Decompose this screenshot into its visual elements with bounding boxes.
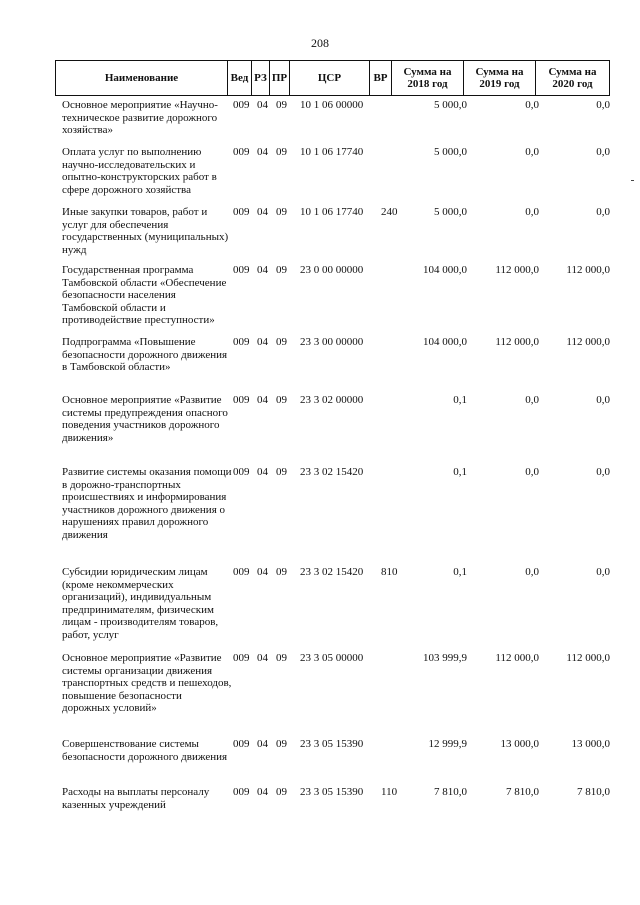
row-pr: 09	[276, 786, 287, 798]
row-ved: 009	[233, 738, 250, 750]
row-sum-2019: 0,0	[525, 99, 539, 111]
row-name: Совершенствование системы безопасности дорожного движения	[62, 738, 228, 763]
row-pr: 09	[276, 466, 287, 478]
row-rz: 04	[257, 336, 268, 348]
row-name: Оплата услуг по выполнению научно-исследовательских и опытно-конструкторских работ в сфере дорожного хозяйства	[62, 146, 217, 196]
row-name: Основное мероприятие «Развитие системы организации движения транспортных средств и пешеходов, повышение безопасности дорожных условий»	[62, 652, 232, 714]
row-sum-2020: 0,0	[596, 99, 610, 111]
row-sum-2020: 0,0	[596, 206, 610, 218]
row-sum-2019: 112 000,0	[495, 264, 539, 276]
row-pr: 09	[276, 264, 287, 276]
row-csr: 23 3 05 15390	[300, 738, 364, 750]
row-pr: 09	[276, 566, 287, 578]
row-name: Расходы на выплаты персоналу казенных учреждений	[62, 786, 210, 811]
row-sum-2018: 104 000,0	[423, 264, 467, 276]
row-sum-2020: 7 810,0	[577, 786, 610, 798]
row-sum-2018: 0,1	[453, 566, 467, 578]
row-ved: 009	[233, 206, 250, 218]
row-pr: 09	[276, 336, 287, 348]
row-ved: 009	[233, 99, 250, 111]
header-sum-2020: Сумма на 2020 год	[536, 61, 610, 96]
row-sum-2020: 112 000,0	[566, 336, 610, 348]
row-name: Развитие системы оказания помощи в дорожно-транспортных происшествиях и информирования участников дорожного движения о нарушениях правил дорожного движения	[62, 466, 232, 541]
row-sum-2018: 5 000,0	[434, 99, 467, 111]
header-pr: ПР	[270, 61, 290, 96]
row-ved: 009	[233, 394, 250, 406]
row-rz: 04	[257, 786, 268, 798]
row-sum-2019: 0,0	[525, 466, 539, 478]
header-sum-2018: Сумма на 2018 год	[392, 61, 464, 96]
header-vr: ВР	[370, 61, 392, 96]
row-ved: 009	[233, 652, 250, 664]
row-sum-2020: 112 000,0	[566, 652, 610, 664]
row-rz: 04	[257, 146, 268, 158]
row-sum-2018: 0,1	[453, 466, 467, 478]
row-sum-2018: 5 000,0	[434, 146, 467, 158]
row-name: Субсидии юридическим лицам (кроме некоммерческих организаций), индивидуальным предпринимателям, физическим лицам - производителям товаров, работ, услуг	[62, 566, 219, 641]
row-rz: 04	[257, 466, 268, 478]
row-sum-2019: 0,0	[525, 394, 539, 406]
row-sum-2018: 7 810,0	[434, 786, 467, 798]
row-csr: 23 3 02 15420	[300, 466, 364, 478]
row-sum-2019: 13 000,0	[500, 738, 539, 750]
row-rz: 04	[257, 738, 268, 750]
row-pr: 09	[276, 146, 287, 158]
row-sum-2018: 5 000,0	[434, 206, 467, 218]
row-csr: 10 1 06 17740	[300, 146, 364, 158]
row-sum-2018: 103 999,9	[423, 652, 467, 664]
row-pr: 09	[276, 206, 287, 218]
row-rz: 04	[257, 394, 268, 406]
row-csr: 10 1 06 17740	[300, 206, 364, 218]
row-pr: 09	[276, 652, 287, 664]
row-rz: 04	[257, 566, 268, 578]
row-ved: 009	[233, 264, 250, 276]
row-sum-2020: 112 000,0	[566, 264, 610, 276]
row-sum-2019: 112 000,0	[495, 336, 539, 348]
row-pr: 09	[276, 394, 287, 406]
row-vr: 810	[381, 566, 398, 578]
row-ved: 009	[233, 786, 250, 798]
row-csr: 23 3 00 00000	[300, 336, 364, 348]
row-name: Основное мероприятие «Развитие системы предупреждения опасного поведения участников дорожного движения»	[62, 394, 228, 444]
row-ved: 009	[233, 146, 250, 158]
row-vr: 240	[381, 206, 398, 218]
row-name: Государственная программа Тамбовской области «Обеспечение безопасности населения Тамбовской области и противодействие преступности»	[62, 264, 227, 326]
row-csr: 23 3 05 15390	[300, 786, 364, 798]
row-ved: 009	[233, 566, 250, 578]
row-rz: 04	[257, 206, 268, 218]
row-sum-2020: 0,0	[596, 466, 610, 478]
row-name: Основное мероприятие «Научно-техническое развитие дорожного хозяйства»	[62, 99, 218, 136]
row-sum-2019: 0,0	[525, 206, 539, 218]
page-number: 208	[311, 36, 329, 50]
row-sum-2020: 13 000,0	[571, 738, 610, 750]
row-csr: 23 3 02 15420	[300, 566, 364, 578]
header-ved: Вед	[228, 61, 252, 96]
row-rz: 04	[257, 652, 268, 664]
header-sum-2019: Сумма на 2019 год	[464, 61, 536, 96]
row-rz: 04	[257, 99, 268, 111]
row-pr: 09	[276, 99, 287, 111]
row-sum-2019: 0,0	[525, 566, 539, 578]
row-ved: 009	[233, 466, 250, 478]
row-csr: 23 0 00 00000	[300, 264, 364, 276]
row-sum-2020: 0,0	[596, 146, 610, 158]
row-name: Иные закупки товаров, работ и услуг для обеспечения государственных (муниципальных) нужд	[62, 206, 229, 256]
row-csr: 23 3 05 00000	[300, 652, 364, 664]
table-header	[55, 60, 610, 96]
row-ved: 009	[233, 336, 250, 348]
row-sum-2019: 7 810,0	[506, 786, 539, 798]
header-name: Наименование	[56, 61, 228, 96]
scan-mark	[631, 180, 634, 181]
header-csr: ЦСР	[290, 61, 370, 96]
row-vr: 110	[381, 786, 398, 798]
row-sum-2020: 0,0	[596, 566, 610, 578]
row-sum-2018: 0,1	[453, 394, 467, 406]
row-sum-2018: 104 000,0	[423, 336, 467, 348]
row-sum-2020: 0,0	[596, 394, 610, 406]
row-csr: 10 1 06 00000	[300, 99, 364, 111]
row-sum-2019: 0,0	[525, 146, 539, 158]
row-sum-2019: 112 000,0	[495, 652, 539, 664]
header-rz: РЗ	[252, 61, 270, 96]
row-csr: 23 3 02 00000	[300, 394, 364, 406]
row-sum-2018: 12 999,9	[428, 738, 467, 750]
row-rz: 04	[257, 264, 268, 276]
row-name: Подпрограмма «Повышение безопасности дорожного движения в Тамбовской области»	[62, 336, 228, 373]
row-pr: 09	[276, 738, 287, 750]
